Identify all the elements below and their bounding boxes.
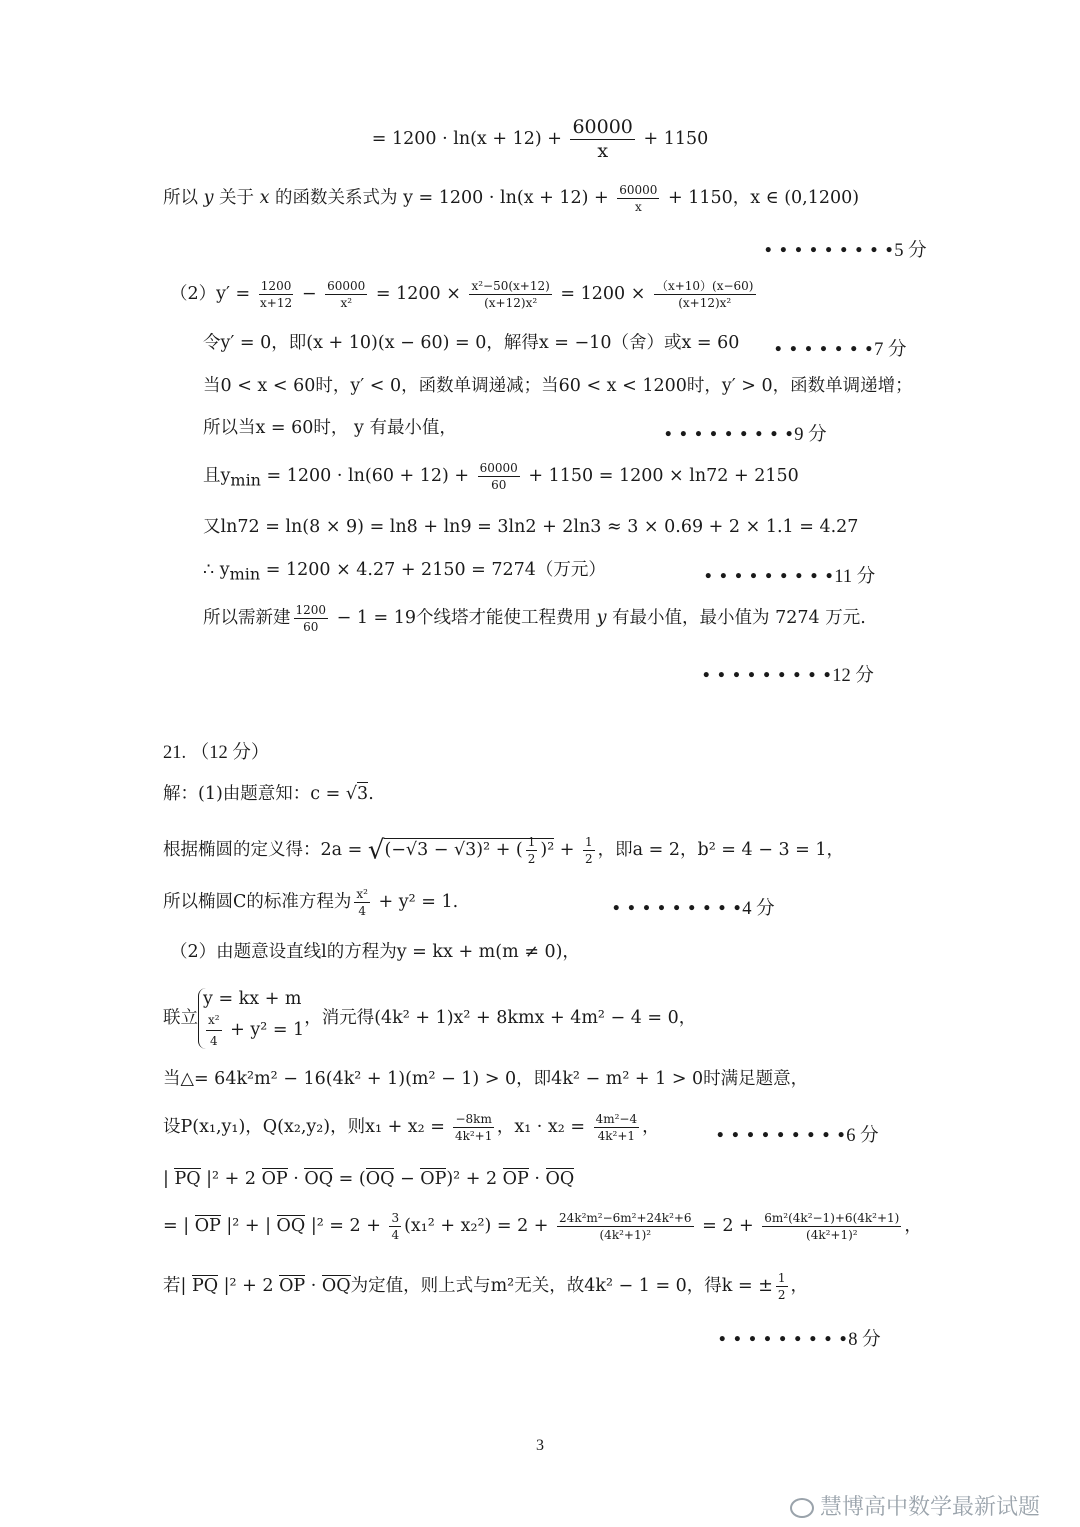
score-dots: • • • • • • • • • xyxy=(613,899,743,919)
discriminant-line: 当△= 64k²m² − 16(4k² + 1)(m² − 1) > 0，即4k² − m² + 1 > 0时满足题意， xyxy=(163,1069,809,1089)
vieta-line xyxy=(163,1113,660,1142)
standard-equation-line xyxy=(163,888,458,917)
text: − 1 = 19个线塔才能使工程费用 xyxy=(331,608,597,628)
numerator: 1200 xyxy=(260,279,292,293)
text: = 1200 × 4.27 + 2150 = 7274（万元） xyxy=(260,560,606,580)
fraction xyxy=(294,604,329,633)
score-mark-4 xyxy=(613,894,775,920)
text: ，x₁ · x₂ = xyxy=(496,1117,591,1137)
vector-oq: OQ xyxy=(276,1216,306,1236)
denominator: x² xyxy=(340,296,353,310)
text: ， xyxy=(790,1276,808,1296)
text: 为定值，则上式与m²无关，故4k² − 1 = 0，得k = ± xyxy=(350,1276,773,1296)
ymin-result-line xyxy=(203,562,606,583)
denominator: (4k²+1)² xyxy=(806,1228,858,1242)
monotonicity-line: 当0 < x < 60时，y′ < 0，函数单调递减；当60 < x < 1200时，y′ > 0，函数单调递增； xyxy=(203,376,913,396)
ellipse-definition-line: 根据椭圆的定义得：2a = √(−√3 − √3)² + ( $\frac{1}{2}$ )² + $\frac{1}{2}$ ，即a = 2，b² = 4 − 3 = 1， xyxy=(163,835,845,866)
fraction xyxy=(469,280,551,309)
fraction xyxy=(354,888,370,917)
denominator: 60 xyxy=(303,620,319,634)
text: 的函数关系式为 y = 1200 · ln(x + 12) + xyxy=(269,188,615,208)
text: + 1150 xyxy=(637,129,709,149)
text: 所以椭圆C的标准方程为 xyxy=(163,892,352,912)
formula-line-1 xyxy=(0,118,1080,161)
vector-pq: PQ xyxy=(174,1169,201,1189)
score-mark-11 xyxy=(705,562,875,588)
text: . xyxy=(368,784,374,804)
score-label: 11 分 xyxy=(834,567,876,587)
score-dots: • • • • • • • • • xyxy=(705,567,835,587)
var-y: y xyxy=(203,188,214,208)
fraction xyxy=(206,1012,222,1049)
text: ，消元得(4k² + 1)x² + 8kmx + 4m² − 4 = 0， xyxy=(304,1007,697,1028)
text: 所以需新建 xyxy=(203,608,291,628)
text: | xyxy=(163,1169,175,1189)
score-mark-7 xyxy=(775,335,906,361)
score-mark-12 xyxy=(703,661,874,687)
numerator: 6m²(4k²−1)+6(4k²+1) xyxy=(764,1211,900,1225)
denominator: 2 xyxy=(527,852,536,866)
numerator: 24k²m²−6m²+24k²+6 xyxy=(559,1211,692,1225)
numerator: 60000 xyxy=(619,183,658,197)
text: ， xyxy=(904,1216,922,1236)
score-dots: • • • • • • • • • xyxy=(665,425,795,445)
text: + 1150，x ∈ (0,1200) xyxy=(662,188,860,208)
text: = 1200 · ln(60 + 12) + xyxy=(260,466,475,486)
text: = 1200 × xyxy=(370,284,467,304)
denominator: (x+12)x² xyxy=(678,296,732,310)
score-label: 12 分 xyxy=(832,666,874,686)
fraction xyxy=(654,280,756,309)
numerator: x² xyxy=(356,887,368,901)
fraction xyxy=(259,280,294,309)
denominator: 2 xyxy=(585,852,593,866)
score-dots: • • • • • • • • • xyxy=(703,666,833,686)
system-eq-1: y = kx + m xyxy=(203,989,302,1009)
score-label: 4 分 xyxy=(742,899,775,919)
conclusion-line xyxy=(203,604,866,633)
score-dots: • • • • • • • • • xyxy=(717,1126,847,1146)
score-mark-6 xyxy=(717,1121,879,1147)
numerator: （x+10）(x−60) xyxy=(655,279,754,293)
fraction xyxy=(570,118,634,161)
denominator: 4k²+1 xyxy=(454,1129,493,1143)
vector-op: OP xyxy=(502,1169,529,1189)
ymin-formula-line xyxy=(203,462,799,491)
text: 且y xyxy=(203,466,231,486)
score-mark-8 xyxy=(719,1325,881,1351)
vector-oq: OQ xyxy=(304,1169,334,1189)
denominator: x xyxy=(634,200,642,214)
denominator: 4k²+1 xyxy=(597,1129,636,1143)
numerator: 3 xyxy=(391,1211,400,1225)
fraction xyxy=(389,1212,401,1241)
vector-op: OP xyxy=(420,1169,447,1189)
text: = | xyxy=(163,1216,195,1236)
vector-oq: OQ xyxy=(365,1169,395,1189)
derivative-line xyxy=(170,280,759,309)
fraction xyxy=(776,1272,788,1301)
text: · xyxy=(528,1169,546,1189)
score-dots: • • • • • • • • • xyxy=(765,241,895,261)
score-label: 5 分 xyxy=(894,241,927,261)
score-dots: • • • • • • • xyxy=(775,340,875,360)
score-label: 8 分 xyxy=(848,1330,881,1350)
text: + 1150 = 1200 × ln72 + 2150 xyxy=(522,466,799,486)
text: |² = 2 + xyxy=(305,1216,387,1236)
text: (−√3 − √3)² + ( xyxy=(384,840,523,860)
denominator: x xyxy=(597,140,609,162)
expansion-line xyxy=(163,1212,922,1241)
score-label: 9 分 xyxy=(794,425,827,445)
denominator: 2 xyxy=(777,1288,786,1302)
score-label: 6 分 xyxy=(846,1126,879,1146)
line-equation-line: （2）由题意设直线l的方程为y = kx + m(m ≠ 0)， xyxy=(170,942,580,962)
denominator: 4 xyxy=(358,904,366,918)
denominator: x+12 xyxy=(260,296,293,310)
vector-oq: OQ xyxy=(321,1276,351,1296)
var-y: y xyxy=(596,608,607,628)
text: ，即a = 2，b² = 4 − 3 = 1， xyxy=(597,840,845,860)
numerator: 1 xyxy=(777,1271,786,1285)
text: )² xyxy=(540,840,555,860)
constant-condition-line xyxy=(163,1272,808,1301)
numerator: 1200 xyxy=(295,603,327,617)
text: |² + | xyxy=(220,1216,277,1236)
system-eq-2 xyxy=(203,1012,304,1049)
text: − xyxy=(296,284,323,304)
zero-derivative-line: 令y′ = 0，即(x + 10)(x − 60) = 0，解得x = −10（舍）或x = 60 xyxy=(203,333,740,353)
score-dots: • • • • • • • • • xyxy=(719,1330,849,1350)
ln72-line: 又ln72 = ln(8 × 9) = ln8 + ln9 = 3ln2 + 2ln3 ≈ 3 × 0.69 + 2 × 1.1 = 4.27 xyxy=(203,517,859,537)
min-value-line: 所以当x = 60时， y 有最小值， xyxy=(203,418,457,438)
fraction xyxy=(557,1212,694,1241)
text: ， xyxy=(642,1117,660,1137)
denominator: 4 xyxy=(391,1228,400,1242)
vector-pq: PQ xyxy=(191,1276,219,1296)
watermark xyxy=(790,1490,1040,1521)
denominator: 4 xyxy=(209,1033,218,1048)
text: + y² = 1. xyxy=(372,892,459,912)
text: = 1200 × xyxy=(554,284,651,304)
numerator: 60000 xyxy=(572,116,633,138)
equation-system xyxy=(198,988,304,1049)
denominator: (4k²+1)² xyxy=(599,1228,652,1242)
text: 若| xyxy=(163,1276,192,1296)
text: + xyxy=(554,840,581,860)
var-x: x xyxy=(259,188,270,208)
question-21-title: 21. （12 分） xyxy=(163,743,270,763)
fraction xyxy=(453,1113,493,1142)
denominator: (x+12)x² xyxy=(484,296,538,310)
text: 根据椭圆的定义得：2a = xyxy=(163,840,368,860)
denominator: 60 xyxy=(491,478,507,492)
text: · xyxy=(305,1276,322,1296)
text: ∴ y xyxy=(203,560,230,580)
numerator: 60000 xyxy=(327,279,366,293)
text: · xyxy=(287,1169,305,1189)
sqrt-radicand xyxy=(384,835,555,866)
score-mark-5 xyxy=(765,236,927,262)
numerator: −8km xyxy=(455,1112,492,1126)
numerator: 1 xyxy=(585,835,593,849)
numerator: x² xyxy=(206,1012,222,1031)
text: − xyxy=(394,1169,421,1189)
fraction xyxy=(325,280,367,309)
text: = 1200 · ln(x + 12) + xyxy=(371,129,568,149)
vector-oq: OQ xyxy=(545,1169,575,1189)
text: |² + 2 xyxy=(200,1169,262,1189)
q21-part1-line: 解：(1)由题意知：c = √3. xyxy=(163,784,374,804)
vector-op: OP xyxy=(261,1169,288,1189)
text: )² + 2 xyxy=(446,1169,503,1189)
score-mark-9 xyxy=(665,420,827,446)
numerator: 60000 xyxy=(479,461,518,475)
sqrt-radicand: 3 xyxy=(357,784,369,804)
text: （2）y′ = xyxy=(170,284,256,304)
vector-expression-line xyxy=(163,1171,574,1189)
subscript: min xyxy=(230,470,261,490)
fraction xyxy=(594,1113,640,1142)
text: = ( xyxy=(333,1169,366,1189)
fraction xyxy=(617,184,659,213)
function-relation-line xyxy=(163,184,859,213)
vector-op: OP xyxy=(279,1276,306,1296)
text: 所以 xyxy=(163,188,204,208)
fraction xyxy=(762,1212,901,1241)
subscript: min xyxy=(229,564,261,584)
system-line xyxy=(163,988,696,1049)
text: (x₁² + x₂²) = 2 + xyxy=(404,1216,555,1236)
numerator: x²−50(x+12) xyxy=(471,279,550,293)
page-number: 3 xyxy=(536,1437,544,1454)
watermark-text: 慧博高中数学最新试题 xyxy=(819,1495,1040,1520)
text: 解：(1)由题意知：c = xyxy=(163,784,346,804)
score-label: 7 分 xyxy=(874,340,907,360)
text: = 2 + xyxy=(696,1216,760,1236)
text: 联立 xyxy=(163,1007,198,1028)
text: + y² = 1 xyxy=(224,1019,305,1040)
fraction xyxy=(478,462,520,491)
text: |² + 2 xyxy=(218,1276,280,1296)
wechat-icon xyxy=(790,1498,814,1518)
text: 关于 xyxy=(213,188,260,208)
fraction xyxy=(526,836,538,865)
text: 有最小值，最小值为 7274 万元. xyxy=(606,608,866,628)
fraction xyxy=(583,836,595,865)
vector-op: OP xyxy=(194,1216,221,1236)
numerator: 4m²−4 xyxy=(595,1112,638,1126)
text: 设P(x₁,y₁)，Q(x₂,y₂)，则x₁ + x₂ = xyxy=(163,1117,451,1137)
numerator: 1 xyxy=(527,835,536,849)
